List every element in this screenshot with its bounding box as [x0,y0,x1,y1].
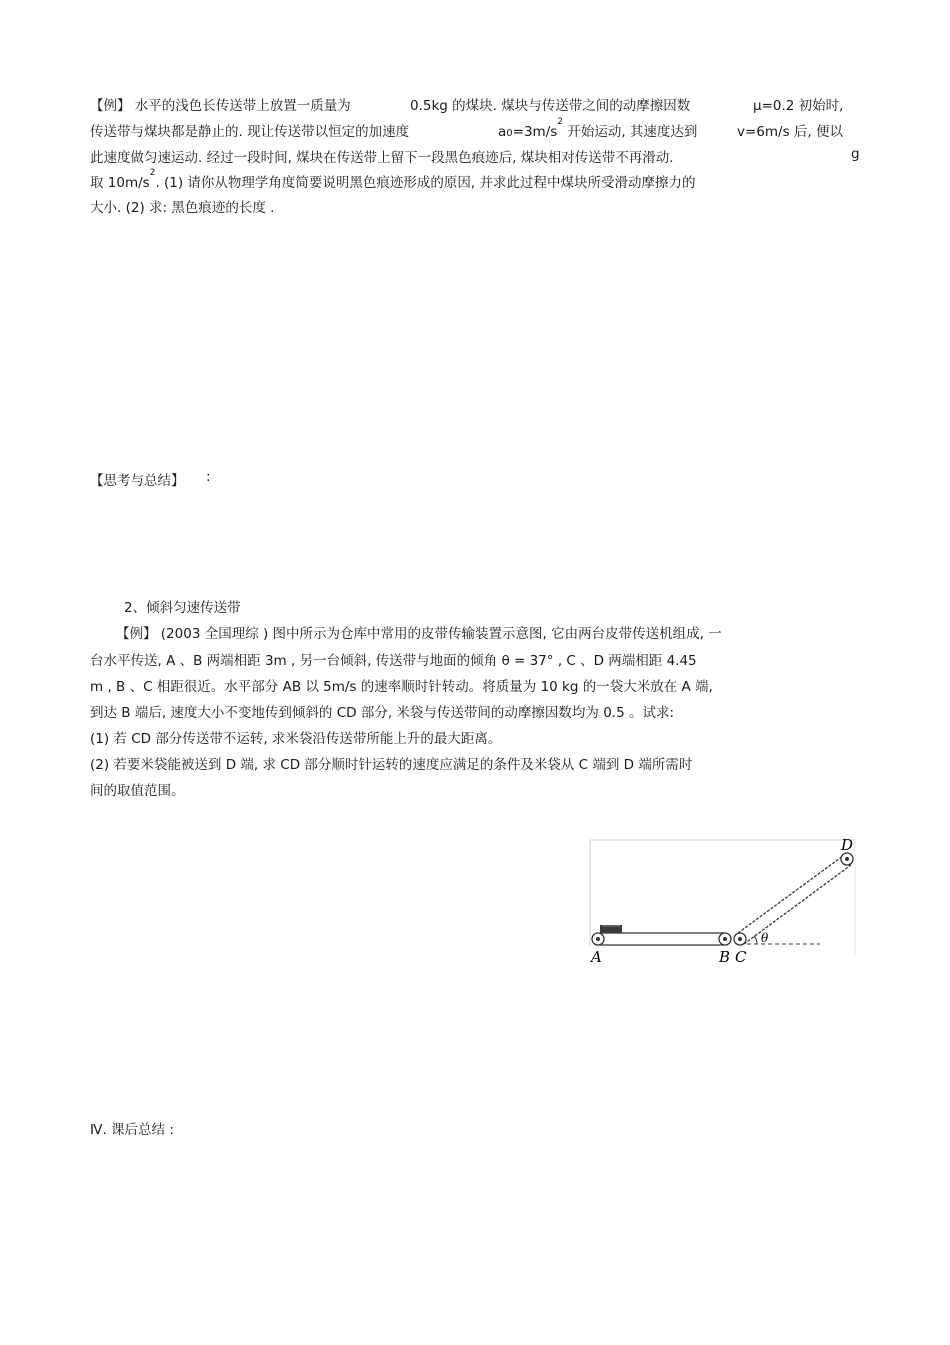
accel-superscript: 2 [557,117,564,127]
example1-question1: . (1) 请你从物理学角度简要说明黑色痕迹形成的原因, 并求此过程中煤块所受滑动摩擦力的 [155,175,696,191]
section2-title: 2、倾斜匀速传送带 [124,600,241,616]
pulley-d [841,853,853,865]
accel-value: =3m/s [512,124,558,140]
pulley-b [719,933,731,945]
section2-line1: 【例】 (2003 全国理综 ) 图中所示为仓库中常用的皮带传输装置示意图, 它由两台皮带传送机组成, 一 [116,626,722,642]
accel-tail: 开始运动, 其速度达到 [563,124,698,140]
section2-line2: 台水平传送, A 、B 两端相距 3m , 另一台倾斜, 传送带与地面的倾角 θ = 37° , C 、D 两端相距 4.45 [90,653,697,669]
example1-line5: 大小. (2) 求: 黑色痕迹的长度 . [90,200,275,216]
example1-line2c: v=6m/s 后, 便以 [737,124,843,140]
label-theta: θ [761,931,769,945]
label-c: C [735,948,747,966]
example1-line3a: 此速度做匀速运动. 经过一段时间, 煤块在传送带上留下一段黑色痕迹后, 煤块相对传送带不再滑动. [90,150,674,166]
accel-symbol: a [498,124,507,140]
belt-cd-top [738,853,847,933]
example1-line1b: 0.5kg 的煤块. 煤块与传送带之间的动摩擦因数 [410,98,691,114]
example1-line4 [90,168,696,191]
accel-subscript: 0 [506,128,513,139]
angle-arc [754,936,757,944]
section2-line6: (2) 若要米袋能被送到 D 端, 求 CD 部分顺时针运转的速度应满足的条件及米袋从 C 端到 D 端所需时 [90,757,693,773]
summary2-label: Ⅳ. 课后总结 : [90,1122,174,1138]
pulley-a [592,933,604,945]
example1-line3g: g [851,146,860,162]
label-a: A [591,948,602,966]
section2-line7: 间的取值范围。 [90,783,185,799]
summary1-label: 【思考与总结】 [90,473,185,489]
conveyor-diagram [585,838,860,968]
label-b: B [719,948,731,966]
example1-line2a: 传送带与煤块都是静止的. 现让传送带以恒定的加速度 [90,124,410,140]
section2-line5: (1) 若 CD 部分传送带不运转, 求米袋沿传送带所能上升的最大距离。 [90,731,502,747]
gravity-superscript: 2 [149,168,156,178]
section2-line4: 到达 B 端后, 速度大小不变地传到倾斜的 CD 部分, 米袋与传送带间的动摩擦因数均为 0.5 。试求: [90,705,675,721]
example1-line1c: μ=0.2 初始时, [753,98,844,114]
gravity-value: 取 10m/s [90,175,150,191]
summary1-colon: : [206,469,211,485]
conveyor-diagram-svg [585,838,860,968]
example1-line1a: 【例】 水平的浅色长传送带上放置一质量为 [90,98,351,114]
example1-line2b [498,117,698,140]
pulley-c [734,933,746,945]
label-d: D [841,838,854,854]
section2-line3: m , B 、C 相距很近。水平部分 AB 以 5m/s 的速率顺时针转动。将质量为 10 kg 的一袋大米放在 A 端, [90,679,713,695]
